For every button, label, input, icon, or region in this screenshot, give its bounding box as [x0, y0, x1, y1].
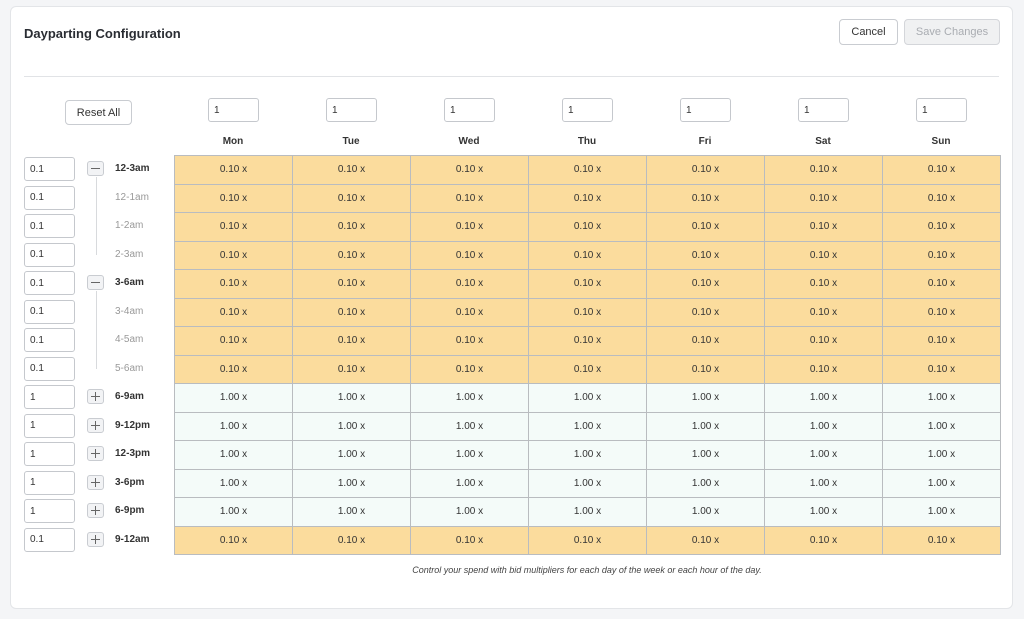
hour-multiplier-input[interactable] [24, 528, 75, 552]
hour-multiplier-input[interactable] [24, 271, 75, 295]
multiplier-cell[interactable]: 0.10 x [175, 184, 293, 213]
save-changes-button[interactable]: Save Changes [904, 19, 1000, 45]
hour-multiplier-input[interactable] [24, 328, 75, 352]
multiplier-cell[interactable]: 0.10 x [529, 298, 647, 327]
time-range-label: 6-9am [115, 391, 144, 402]
multiplier-cell[interactable]: 0.10 x [765, 184, 883, 213]
multiplier-cell[interactable]: 0.10 x [883, 327, 1001, 356]
table-row [175, 327, 1001, 356]
multiplier-cell[interactable]: 0.10 x [411, 526, 529, 555]
time-range-label: 12-1am [115, 191, 149, 203]
multiplier-cell[interactable]: 0.10 x [883, 184, 1001, 213]
time-range-label: 2-3am [115, 248, 144, 260]
multiplier-cell[interactable]: 0.10 x [529, 327, 647, 356]
hour-multiplier-input[interactable] [24, 157, 75, 181]
time-range-label: 9-12pm [115, 419, 151, 431]
multiplier-cell[interactable]: 0.10 x [411, 156, 529, 185]
hour-multiplier-input[interactable] [24, 214, 75, 238]
time-range-label: 12-3am [115, 163, 150, 174]
multiplier-cell[interactable]: 0.10 x [529, 213, 647, 242]
multiplier-cell[interactable]: 0.10 x [411, 213, 529, 242]
multiplier-cell[interactable]: 0.10 x [293, 241, 411, 270]
hour-multiplier-input[interactable] [24, 442, 75, 466]
dayparting-card [10, 6, 1013, 609]
multiplier-cell[interactable]: 0.10 x [647, 184, 765, 213]
multiplier-cell[interactable]: 1.00 x [529, 469, 647, 498]
time-range-label: 6-9pm [115, 505, 145, 516]
day-label-fri: Fri [698, 136, 712, 147]
plus-stroke [95, 449, 96, 458]
expand-icon[interactable] [87, 532, 104, 547]
table-row [175, 241, 1001, 270]
day-label-mon: Mon [222, 136, 244, 147]
multiplier-cell[interactable]: 0.10 x [175, 241, 293, 270]
multiplier-cell[interactable]: 0.10 x [765, 355, 883, 384]
multiplier-cell[interactable]: 1.00 x [883, 412, 1001, 441]
time-range-label: 1-2am [115, 220, 144, 231]
multiplier-cell[interactable]: 1.00 x [765, 384, 883, 413]
day-multiplier-input-fri[interactable] [680, 98, 731, 122]
multiplier-cell[interactable]: 0.10 x [411, 241, 529, 270]
multiplier-cell[interactable]: 0.10 x [529, 184, 647, 213]
multiplier-cell[interactable]: 0.10 x [883, 156, 1001, 185]
multiplier-cell[interactable]: 1.00 x [175, 498, 293, 527]
multiplier-cell[interactable]: 0.10 x [529, 241, 647, 270]
table-row [175, 526, 1001, 555]
hour-multiplier-input[interactable] [24, 357, 75, 381]
day-multiplier-input-thu[interactable] [562, 98, 613, 122]
hour-multiplier-input[interactable] [24, 243, 75, 267]
multiplier-cell[interactable]: 1.00 x [175, 469, 293, 498]
day-multiplier-input-mon[interactable] [208, 98, 259, 122]
multiplier-cell[interactable]: 0.10 x [411, 270, 529, 299]
multiplier-cell[interactable]: 0.10 x [647, 298, 765, 327]
multiplier-cell[interactable]: 0.10 x [411, 298, 529, 327]
table-row [175, 355, 1001, 384]
multiplier-cell[interactable]: 0.10 x [529, 355, 647, 384]
multiplier-cell[interactable]: 1.00 x [175, 441, 293, 470]
multiplier-cell[interactable]: 0.10 x [293, 184, 411, 213]
hour-multiplier-input[interactable] [24, 385, 75, 409]
multiplier-cell[interactable]: 0.10 x [647, 156, 765, 185]
multiplier-cell[interactable]: 1.00 x [647, 441, 765, 470]
group-connector-line [96, 177, 97, 255]
multiplier-cell[interactable]: 1.00 x [765, 441, 883, 470]
multiplier-cell[interactable]: 0.10 x [411, 327, 529, 356]
multiplier-cell[interactable]: 1.00 x [765, 469, 883, 498]
expand-icon[interactable] [87, 503, 104, 518]
multiplier-cell[interactable]: 1.00 x [293, 441, 411, 470]
multiplier-cell[interactable]: 0.10 x [765, 270, 883, 299]
header-divider [24, 76, 999, 77]
multiplier-cell[interactable]: 0.10 x [647, 327, 765, 356]
plus-stroke [95, 535, 96, 544]
multiplier-cell[interactable]: 0.10 x [883, 270, 1001, 299]
time-range-label: 9-12am [115, 533, 150, 545]
multiplier-cell[interactable]: 0.10 x [883, 241, 1001, 270]
multiplier-cell[interactable]: 0.10 x [175, 355, 293, 384]
time-range-label: 3-6pm [115, 476, 145, 488]
minus-stroke [91, 282, 100, 283]
multiplier-cell[interactable]: 0.10 x [293, 270, 411, 299]
multiplier-cell[interactable]: 0.10 x [765, 241, 883, 270]
multiplier-cell[interactable]: 1.00 x [293, 498, 411, 527]
reset-all-button[interactable]: Reset All [65, 100, 132, 125]
time-range-label: 3-6am [115, 277, 144, 288]
expand-icon[interactable] [87, 475, 104, 490]
multiplier-cell[interactable]: 1.00 x [883, 384, 1001, 413]
table-row [175, 384, 1001, 413]
multiplier-cell[interactable]: 1.00 x [529, 498, 647, 527]
day-label-tue: Tue [342, 136, 360, 147]
multiplier-cell[interactable]: 0.10 x [529, 156, 647, 185]
multiplier-cell[interactable]: 1.00 x [883, 469, 1001, 498]
expand-icon[interactable] [87, 389, 104, 404]
day-multiplier-input-sun[interactable] [916, 98, 967, 122]
multiplier-cell[interactable]: 0.10 x [175, 270, 293, 299]
multiplier-cell[interactable]: 1.00 x [647, 412, 765, 441]
multiplier-cell[interactable]: 1.00 x [765, 498, 883, 527]
multiplier-cell[interactable]: 0.10 x [647, 355, 765, 384]
multiplier-cell[interactable]: 1.00 x [647, 384, 765, 413]
hour-multiplier-input[interactable] [24, 186, 75, 210]
hour-multiplier-input[interactable] [24, 471, 75, 495]
multiplier-cell[interactable]: 1.00 x [293, 384, 411, 413]
multiplier-cell[interactable]: 1.00 x [529, 441, 647, 470]
plus-stroke [95, 392, 96, 401]
cancel-button[interactable]: Cancel [839, 19, 898, 45]
table-row [175, 270, 1001, 299]
day-multiplier-input-wed[interactable] [444, 98, 495, 122]
multiplier-cell[interactable]: 0.10 x [175, 213, 293, 242]
table-row [175, 441, 1001, 470]
collapse-icon[interactable] [87, 275, 104, 290]
multiplier-cell[interactable]: 0.10 x [411, 355, 529, 384]
footer-note: Control your spend with bid multipliers for each day of the week or each hour of the day. [412, 565, 762, 575]
multiplier-cell[interactable]: 0.10 x [647, 526, 765, 555]
day-label-sun: Sun [931, 136, 951, 147]
multiplier-cell[interactable]: 0.10 x [647, 241, 765, 270]
time-range-label: 5-6am [115, 362, 144, 374]
time-range-label: 3-4am [115, 305, 144, 317]
multiplier-cell[interactable]: 1.00 x [411, 498, 529, 527]
multiplier-cell[interactable]: 1.00 x [411, 384, 529, 413]
day-multiplier-input-tue[interactable] [326, 98, 377, 122]
plus-stroke [95, 506, 96, 515]
multiplier-cell[interactable]: 0.10 x [293, 213, 411, 242]
hour-multiplier-input[interactable] [24, 499, 75, 523]
multiplier-cell[interactable]: 1.00 x [175, 384, 293, 413]
multiplier-grid [174, 155, 1001, 555]
minus-stroke [91, 168, 100, 169]
expand-icon[interactable] [87, 446, 104, 461]
multiplier-cell[interactable]: 1.00 x [411, 469, 529, 498]
day-label-thu: Thu [577, 136, 597, 147]
plus-stroke [95, 478, 96, 487]
multiplier-cell[interactable]: 0.10 x [883, 526, 1001, 555]
multiplier-cell[interactable]: 1.00 x [765, 412, 883, 441]
table-row [175, 298, 1001, 327]
multiplier-cell[interactable]: 0.10 x [883, 213, 1001, 242]
multiplier-cell[interactable]: 1.00 x [411, 441, 529, 470]
multiplier-cell[interactable]: 1.00 x [293, 469, 411, 498]
hour-multiplier-input[interactable] [24, 414, 75, 438]
day-label-wed: Wed [458, 136, 480, 147]
multiplier-cell[interactable]: 1.00 x [647, 469, 765, 498]
table-row [175, 184, 1001, 213]
table-row [175, 469, 1001, 498]
multiplier-cell[interactable]: 0.10 x [765, 327, 883, 356]
hour-multiplier-input[interactable] [24, 300, 75, 324]
multiplier-cell[interactable]: 1.00 x [529, 384, 647, 413]
table-row [175, 498, 1001, 527]
multiplier-cell[interactable]: 1.00 x [411, 412, 529, 441]
multiplier-cell[interactable]: 0.10 x [765, 213, 883, 242]
multiplier-cell[interactable]: 0.10 x [175, 327, 293, 356]
table-row [175, 213, 1001, 242]
table-row [175, 156, 1001, 185]
multiplier-cell[interactable]: 0.10 x [293, 526, 411, 555]
multiplier-cell[interactable]: 1.00 x [883, 498, 1001, 527]
group-connector-line [96, 291, 97, 369]
multiplier-cell[interactable]: 1.00 x [883, 441, 1001, 470]
page-title: Dayparting Configuration [24, 26, 181, 41]
time-range-label: 12-3pm [115, 448, 151, 459]
multiplier-cell[interactable]: 1.00 x [293, 412, 411, 441]
multiplier-cell[interactable]: 0.10 x [175, 156, 293, 185]
multiplier-cell[interactable]: 0.10 x [529, 270, 647, 299]
collapse-icon[interactable] [87, 161, 104, 176]
expand-icon[interactable] [87, 418, 104, 433]
multiplier-cell[interactable]: 0.10 x [529, 526, 647, 555]
multiplier-cell[interactable]: 1.00 x [529, 412, 647, 441]
multiplier-cell[interactable]: 0.10 x [411, 184, 529, 213]
multiplier-cell[interactable]: 0.10 x [765, 156, 883, 185]
day-multiplier-input-sat[interactable] [798, 98, 849, 122]
multiplier-cell[interactable]: 0.10 x [647, 270, 765, 299]
multiplier-cell[interactable]: 1.00 x [175, 412, 293, 441]
multiplier-cell[interactable]: 0.10 x [293, 298, 411, 327]
multiplier-cell[interactable]: 0.10 x [175, 526, 293, 555]
multiplier-cell[interactable]: 0.10 x [293, 355, 411, 384]
multiplier-cell[interactable]: 0.10 x [293, 156, 411, 185]
multiplier-cell[interactable]: 0.10 x [175, 298, 293, 327]
table-row [175, 412, 1001, 441]
multiplier-cell[interactable]: 0.10 x [883, 298, 1001, 327]
multiplier-cell[interactable]: 0.10 x [883, 355, 1001, 384]
multiplier-cell[interactable]: 0.10 x [647, 213, 765, 242]
multiplier-cell[interactable]: 1.00 x [647, 498, 765, 527]
multiplier-cell[interactable]: 0.10 x [765, 526, 883, 555]
time-range-label: 4-5am [115, 334, 144, 345]
multiplier-cell[interactable]: 0.10 x [765, 298, 883, 327]
multiplier-cell[interactable]: 0.10 x [293, 327, 411, 356]
day-label-sat: Sat [815, 136, 831, 147]
plus-stroke [95, 421, 96, 430]
